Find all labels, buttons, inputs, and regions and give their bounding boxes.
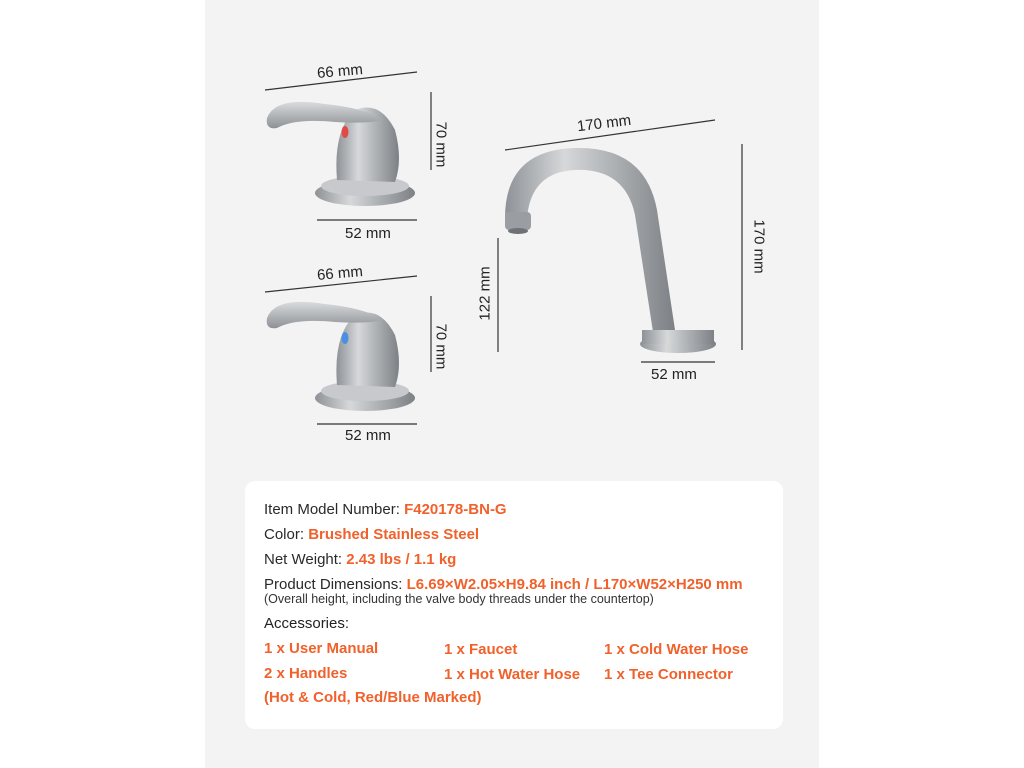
model-row: [264, 501, 507, 518]
hot-marker-icon: [342, 126, 349, 138]
accessory-item: 1 x Cold Water Hose: [604, 641, 749, 658]
spec-card: [245, 481, 783, 729]
cold-handle-base-label: 52 mm: [345, 427, 391, 444]
hot-handle-image: [267, 102, 415, 206]
cold-handle-width-label: 66 mm: [316, 263, 364, 284]
faucet-spout-height-label: 122 mm: [476, 266, 494, 321]
dimensions-note: (Overall height, including the valve body threads under the countertop): [264, 592, 654, 606]
accessory-item: 1 x Faucet: [444, 641, 518, 658]
accessories-label: Accessories:: [264, 615, 350, 632]
faucet-image: [505, 148, 716, 353]
color-label: Color:: [264, 526, 305, 543]
cold-marker-icon: [342, 332, 349, 344]
weight-row: [264, 551, 456, 568]
cold-handle-height-label: 70 mm: [432, 323, 450, 370]
hot-handle-base-label: 52 mm: [345, 225, 391, 242]
color-row: [264, 526, 479, 543]
dimension-diagram: [205, 0, 819, 470]
dimensions-label: Product Dimensions:: [264, 576, 403, 593]
weight-value: 2.43 lbs / 1.1 kg: [346, 551, 457, 568]
accessory-item: 1 x Tee Connector: [604, 666, 733, 683]
dimensions-row: [264, 576, 743, 593]
accessory-item: (Hot & Cold, Red/Blue Marked): [264, 689, 482, 706]
cold-handle-image: [267, 302, 415, 411]
faucet-base-label: 52 mm: [651, 366, 697, 383]
color-value: Brushed Stainless Steel: [308, 526, 480, 543]
weight-label: Net Weight:: [264, 551, 343, 568]
hot-handle-width-label: 66 mm: [316, 61, 364, 82]
dimensions-value: L6.69×W2.05×H9.84 inch / L170×W52×H250 mm: [406, 576, 743, 593]
faucet-height-label: 170 mm: [750, 219, 768, 274]
faucet-reach-label: 170 mm: [576, 111, 633, 136]
accessory-item: 1 x User Manual: [264, 640, 379, 657]
model-label: Item Model Number:: [264, 501, 400, 518]
accessory-item: 2 x Handles: [264, 665, 348, 682]
hot-handle-height-label: 70 mm: [432, 121, 450, 168]
model-value: F420178-BN-G: [404, 501, 507, 518]
accessory-item: 1 x Hot Water Hose: [444, 666, 581, 683]
